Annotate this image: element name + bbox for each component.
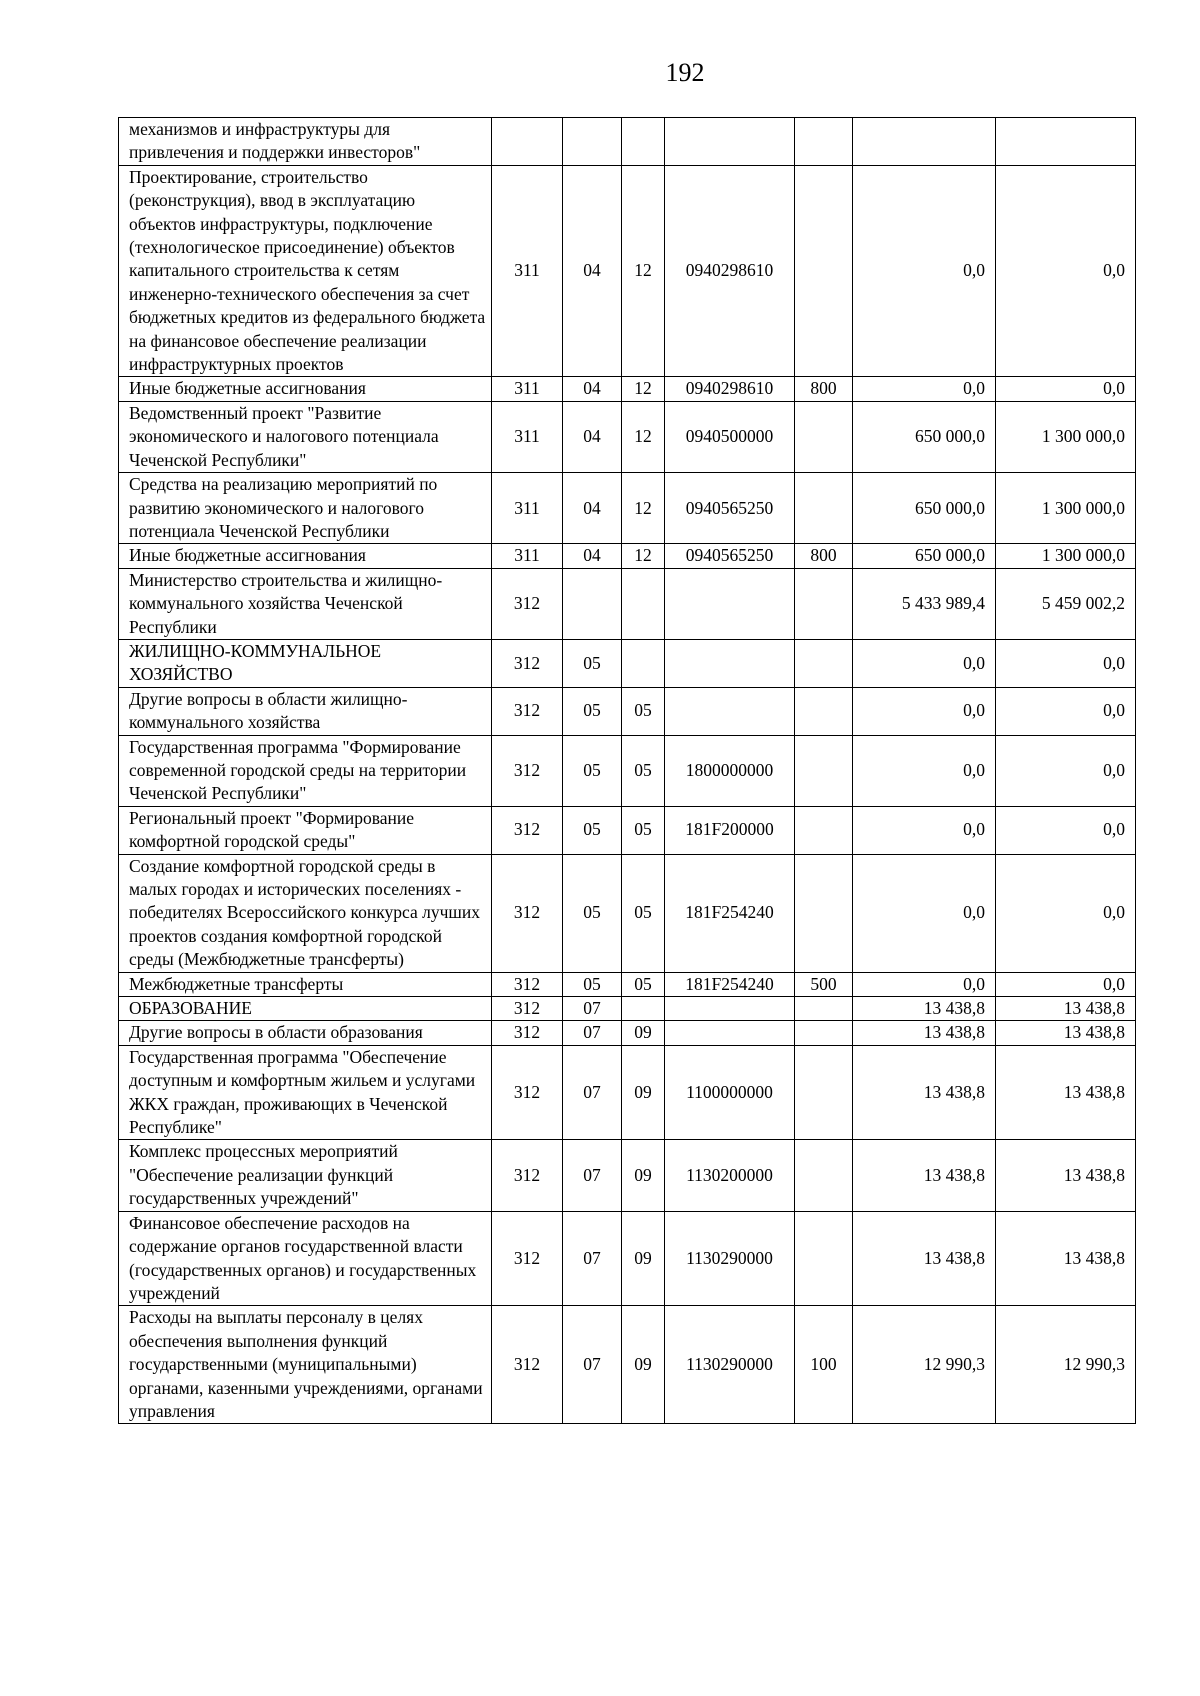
- amount-year1-cell: 13 438,8: [853, 1140, 996, 1211]
- section-code-cell: 05: [563, 639, 622, 687]
- amount-year1-cell: 13 438,8: [853, 1021, 996, 1045]
- amount-year2-cell: 0,0: [996, 806, 1136, 854]
- subsection-code-cell: 09: [622, 1306, 665, 1424]
- row-name-cell: механизмов и инфраструктуры для привлечения и поддержки инвесторов": [119, 118, 492, 166]
- ved-code-cell: 312: [492, 1211, 563, 1306]
- ved-code-cell: 312: [492, 568, 563, 639]
- amount-year2-cell: 1 300 000,0: [996, 401, 1136, 472]
- ved-code-cell: 312: [492, 854, 563, 972]
- amount-year1-cell: 0,0: [853, 377, 996, 401]
- table-row: [119, 118, 1136, 166]
- table-row: [119, 1140, 1136, 1211]
- table-row: [119, 806, 1136, 854]
- target-article-cell: 1130290000: [665, 1211, 795, 1306]
- row-name-cell: Ведомственный проект "Развитие экономического и налогового потенциала Чеченской Республики": [119, 401, 492, 472]
- row-name-cell: Средства на реализацию мероприятий по развитию экономического и налогового потенциала Чеченской Республики: [119, 473, 492, 544]
- expense-type-cell: 500: [795, 972, 853, 996]
- section-code-cell: 05: [563, 806, 622, 854]
- target-article-cell: [665, 997, 795, 1021]
- table-row: [119, 568, 1136, 639]
- target-article-cell: 1130290000: [665, 1306, 795, 1424]
- section-code-cell: 07: [563, 997, 622, 1021]
- amount-year1-cell: 12 990,3: [853, 1306, 996, 1424]
- target-article-cell: 1130200000: [665, 1140, 795, 1211]
- section-code-cell: 05: [563, 687, 622, 735]
- expense-type-cell: [795, 1211, 853, 1306]
- row-name-cell: Региональный проект "Формирование комфортной городской среды": [119, 806, 492, 854]
- target-article-cell: 1100000000: [665, 1045, 795, 1140]
- amount-year1-cell: 0,0: [853, 854, 996, 972]
- target-article-cell: 1800000000: [665, 735, 795, 806]
- subsection-code-cell: 05: [622, 806, 665, 854]
- amount-year2-cell: 0,0: [996, 377, 1136, 401]
- amount-year2-cell: 0,0: [996, 687, 1136, 735]
- target-article-cell: [665, 568, 795, 639]
- amount-year2-cell: 13 438,8: [996, 997, 1136, 1021]
- row-name-cell: Создание комфортной городской среды в малых городах и исторических поселениях - победителях Всероссийского конкурса лучших проектов создания комфортной городской среды (Межбюджетные трансферты): [119, 854, 492, 972]
- section-code-cell: 07: [563, 1211, 622, 1306]
- expense-type-cell: 800: [795, 377, 853, 401]
- amount-year2-cell: 1 300 000,0: [996, 473, 1136, 544]
- amount-year1-cell: 0,0: [853, 735, 996, 806]
- row-name-cell: ОБРАЗОВАНИЕ: [119, 997, 492, 1021]
- subsection-code-cell: 09: [622, 1021, 665, 1045]
- amount-year2-cell: 0,0: [996, 639, 1136, 687]
- target-article-cell: 181F254240: [665, 854, 795, 972]
- expense-type-cell: [795, 401, 853, 472]
- section-code-cell: 04: [563, 544, 622, 568]
- expense-type-cell: [795, 806, 853, 854]
- amount-year1-cell: 0,0: [853, 639, 996, 687]
- ved-code-cell: 312: [492, 972, 563, 996]
- expense-type-cell: [795, 997, 853, 1021]
- table-row: [119, 165, 1136, 377]
- amount-year2-cell: 13 438,8: [996, 1140, 1136, 1211]
- expense-type-cell: 100: [795, 1306, 853, 1424]
- ved-code-cell: 312: [492, 1140, 563, 1211]
- ved-code-cell: [492, 118, 563, 166]
- target-article-cell: [665, 639, 795, 687]
- ved-code-cell: 311: [492, 401, 563, 472]
- row-name-cell: Межбюджетные трансферты: [119, 972, 492, 996]
- subsection-code-cell: [622, 568, 665, 639]
- subsection-code-cell: 12: [622, 401, 665, 472]
- table-row: [119, 735, 1136, 806]
- table-row: [119, 377, 1136, 401]
- subsection-code-cell: 05: [622, 972, 665, 996]
- expense-type-cell: [795, 1021, 853, 1045]
- expense-type-cell: [795, 568, 853, 639]
- row-name-cell: Иные бюджетные ассигнования: [119, 377, 492, 401]
- section-code-cell: [563, 118, 622, 166]
- target-article-cell: 181F200000: [665, 806, 795, 854]
- row-name-cell: Государственная программа "Обеспечение доступным и комфортным жильем и услугами ЖКХ граждан, проживающих в Чеченской Республике": [119, 1045, 492, 1140]
- target-article-cell: 0940298610: [665, 377, 795, 401]
- ved-code-cell: 312: [492, 687, 563, 735]
- row-name-cell: Другие вопросы в области жилищно-коммунального хозяйства: [119, 687, 492, 735]
- table-row: [119, 401, 1136, 472]
- amount-year2-cell: 12 990,3: [996, 1306, 1136, 1424]
- amount-year2-cell: [996, 118, 1136, 166]
- table-row: [119, 1045, 1136, 1140]
- expense-type-cell: [795, 735, 853, 806]
- amount-year1-cell: 0,0: [853, 972, 996, 996]
- ved-code-cell: 312: [492, 1021, 563, 1045]
- ved-code-cell: 311: [492, 473, 563, 544]
- row-name-cell: ЖИЛИЩНО-КОММУНАЛЬНОЕ ХОЗЯЙСТВО: [119, 639, 492, 687]
- table-row: [119, 639, 1136, 687]
- section-code-cell: 07: [563, 1140, 622, 1211]
- target-article-cell: 0940565250: [665, 544, 795, 568]
- amount-year1-cell: 13 438,8: [853, 1211, 996, 1306]
- target-article-cell: 0940565250: [665, 473, 795, 544]
- subsection-code-cell: 12: [622, 377, 665, 401]
- table-row: [119, 687, 1136, 735]
- expense-type-cell: [795, 1140, 853, 1211]
- subsection-code-cell: 05: [622, 687, 665, 735]
- section-code-cell: 05: [563, 972, 622, 996]
- table-row: [119, 1306, 1136, 1424]
- table-row: [119, 997, 1136, 1021]
- row-name-cell: Министерство строительства и жилищно-коммунального хозяйства Чеченской Республики: [119, 568, 492, 639]
- subsection-code-cell: 05: [622, 735, 665, 806]
- ved-code-cell: 312: [492, 997, 563, 1021]
- target-article-cell: 181F254240: [665, 972, 795, 996]
- amount-year2-cell: 0,0: [996, 165, 1136, 377]
- expense-type-cell: [795, 639, 853, 687]
- row-name-cell: Комплекс процессных мероприятий "Обеспечение реализации функций государственных учреждений": [119, 1140, 492, 1211]
- amount-year2-cell: 1 300 000,0: [996, 544, 1136, 568]
- row-name-cell: Иные бюджетные ассигнования: [119, 544, 492, 568]
- page-number: 192: [665, 58, 705, 87]
- ved-code-cell: 312: [492, 1045, 563, 1140]
- expense-type-cell: [795, 687, 853, 735]
- amount-year1-cell: 0,0: [853, 687, 996, 735]
- table-row: [119, 1021, 1136, 1045]
- expense-type-cell: [795, 118, 853, 166]
- amount-year1-cell: 5 433 989,4: [853, 568, 996, 639]
- subsection-code-cell: [622, 639, 665, 687]
- expense-type-cell: [795, 165, 853, 377]
- expense-type-cell: [795, 473, 853, 544]
- amount-year1-cell: [853, 118, 996, 166]
- subsection-code-cell: 12: [622, 165, 665, 377]
- row-name-cell: Проектирование, строительство (реконструкция), ввод в эксплуатацию объектов инфраструктуры, подключение (технологическое присоединение) объектов капитального строительства к сетям инженерно-технического обеспечения за счет бюджетных кредитов из федерального бюджета на финансовое обеспечение реализации инфраструктурных проектов: [119, 165, 492, 377]
- section-code-cell: 04: [563, 473, 622, 544]
- target-article-cell: 0940298610: [665, 165, 795, 377]
- table-row: [119, 544, 1136, 568]
- amount-year1-cell: 650 000,0: [853, 544, 996, 568]
- amount-year1-cell: 0,0: [853, 165, 996, 377]
- section-code-cell: 07: [563, 1021, 622, 1045]
- amount-year2-cell: 13 438,8: [996, 1021, 1136, 1045]
- section-code-cell: 04: [563, 377, 622, 401]
- amount-year2-cell: 0,0: [996, 854, 1136, 972]
- expense-type-cell: [795, 854, 853, 972]
- section-code-cell: 04: [563, 401, 622, 472]
- subsection-code-cell: 12: [622, 473, 665, 544]
- table-row: [119, 972, 1136, 996]
- amount-year1-cell: 13 438,8: [853, 997, 996, 1021]
- budget-table: [118, 117, 1136, 1424]
- table-row: [119, 473, 1136, 544]
- subsection-code-cell: 09: [622, 1211, 665, 1306]
- section-code-cell: 05: [563, 735, 622, 806]
- subsection-code-cell: 09: [622, 1045, 665, 1140]
- amount-year1-cell: 650 000,0: [853, 401, 996, 472]
- ved-code-cell: 312: [492, 806, 563, 854]
- row-name-cell: Другие вопросы в области образования: [119, 1021, 492, 1045]
- section-code-cell: 07: [563, 1306, 622, 1424]
- ved-code-cell: 311: [492, 377, 563, 401]
- table-row: [119, 854, 1136, 972]
- ved-code-cell: 312: [492, 735, 563, 806]
- amount-year2-cell: 13 438,8: [996, 1045, 1136, 1140]
- target-article-cell: [665, 1021, 795, 1045]
- amount-year2-cell: 13 438,8: [996, 1211, 1136, 1306]
- row-name-cell: Финансовое обеспечение расходов на содержание органов государственной власти (государственных органов) и государственных учреждений: [119, 1211, 492, 1306]
- ved-code-cell: 312: [492, 639, 563, 687]
- amount-year1-cell: 13 438,8: [853, 1045, 996, 1140]
- subsection-code-cell: 05: [622, 854, 665, 972]
- ved-code-cell: 311: [492, 544, 563, 568]
- section-code-cell: 04: [563, 165, 622, 377]
- expense-type-cell: [795, 1045, 853, 1140]
- subsection-code-cell: [622, 118, 665, 166]
- subsection-code-cell: [622, 997, 665, 1021]
- row-name-cell: Государственная программа "Формирование современной городской среды на территории Чеченской Республики": [119, 735, 492, 806]
- target-article-cell: [665, 118, 795, 166]
- expense-type-cell: 800: [795, 544, 853, 568]
- amount-year2-cell: 0,0: [996, 972, 1136, 996]
- subsection-code-cell: 12: [622, 544, 665, 568]
- amount-year2-cell: 5 459 002,2: [996, 568, 1136, 639]
- target-article-cell: 0940500000: [665, 401, 795, 472]
- amount-year1-cell: 650 000,0: [853, 473, 996, 544]
- ved-code-cell: 311: [492, 165, 563, 377]
- target-article-cell: [665, 687, 795, 735]
- section-code-cell: [563, 568, 622, 639]
- section-code-cell: 05: [563, 854, 622, 972]
- subsection-code-cell: 09: [622, 1140, 665, 1211]
- row-name-cell: Расходы на выплаты персоналу в целях обеспечения выполнения функций государственными (муниципальными) органами, казенными учреждениями, органами управления: [119, 1306, 492, 1424]
- ved-code-cell: 312: [492, 1306, 563, 1424]
- table-row: [119, 1211, 1136, 1306]
- section-code-cell: 07: [563, 1045, 622, 1140]
- amount-year1-cell: 0,0: [853, 806, 996, 854]
- amount-year2-cell: 0,0: [996, 735, 1136, 806]
